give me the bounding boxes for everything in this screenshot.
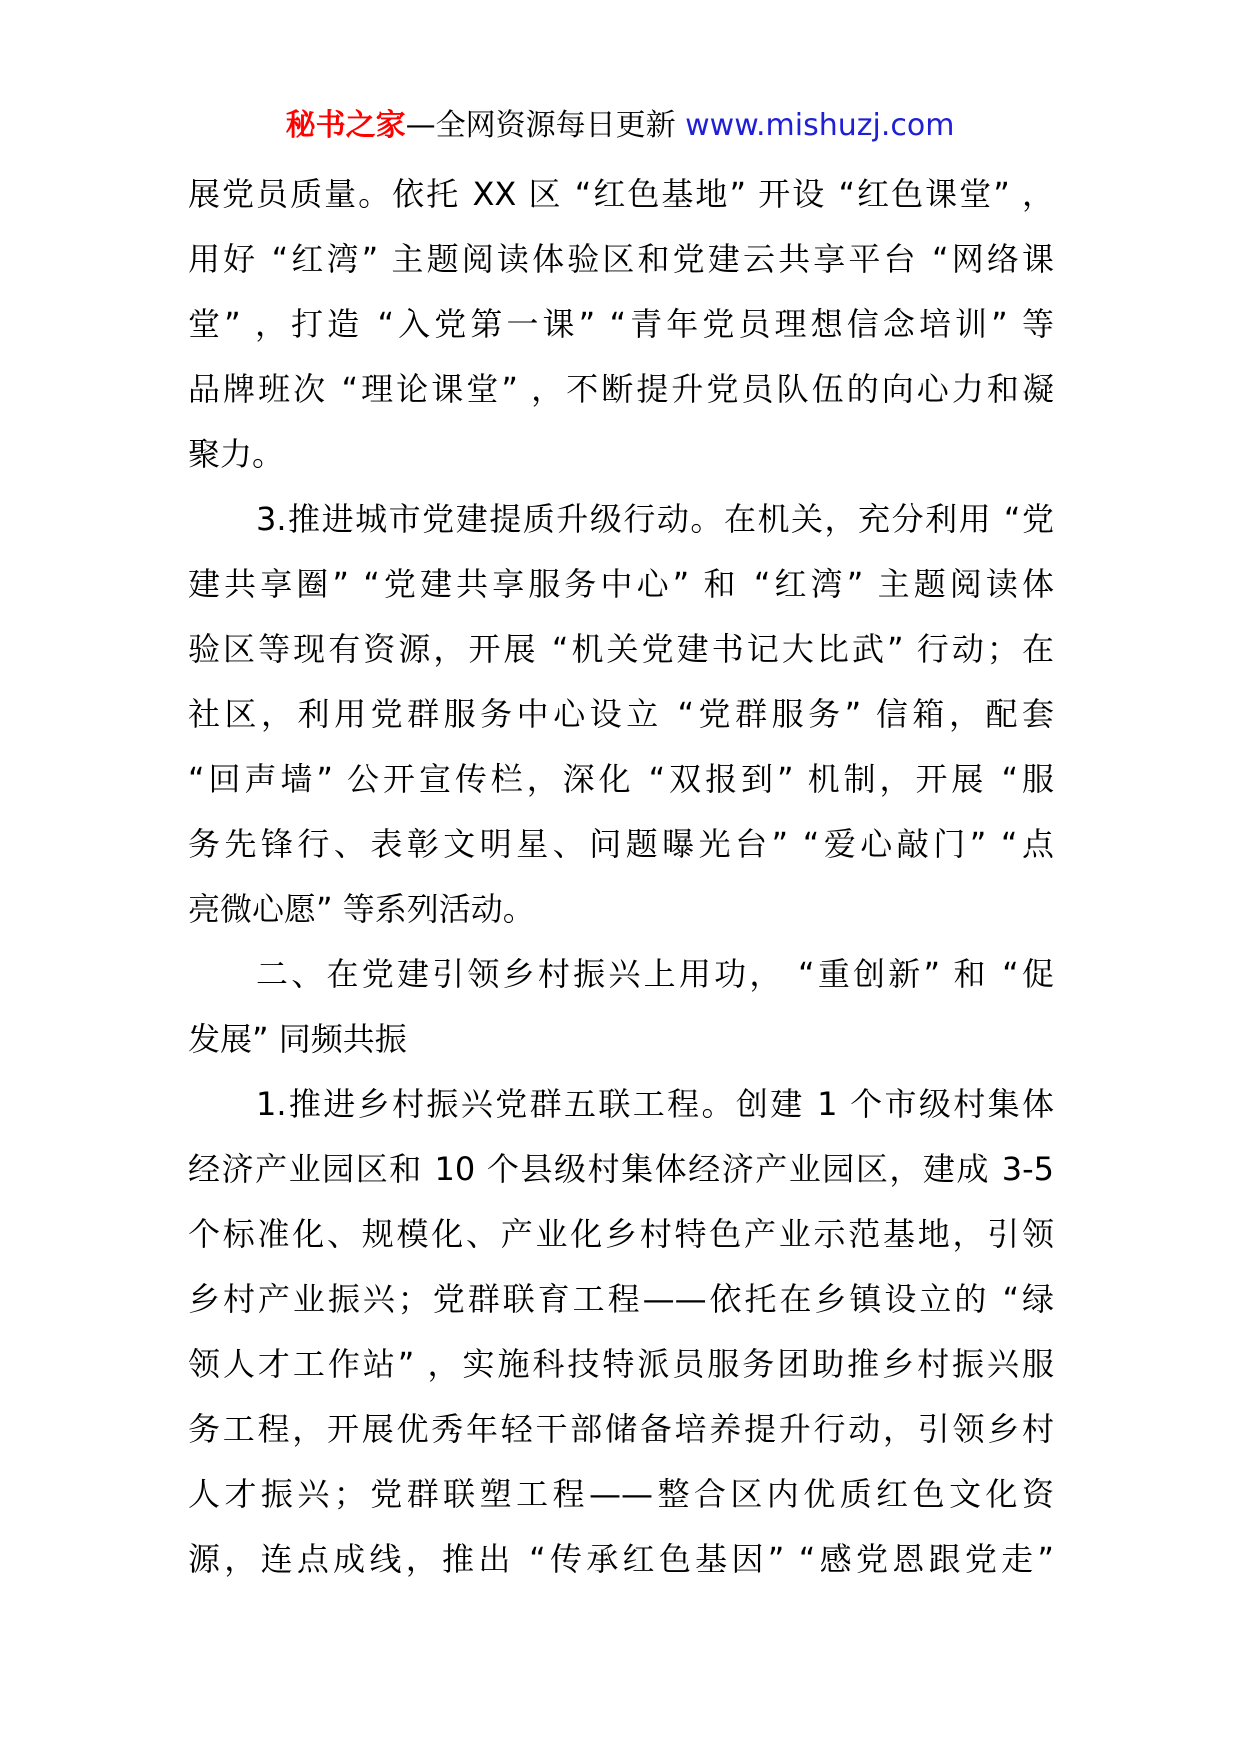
text-line: 建共享圈” “党建共享服务中心” 和 “红湾” 主题阅读体 [188,565,1054,603]
text-line: 聚力。 [188,435,285,473]
text-line: 乡村产业振兴；党群联育工程——依托在乡镇设立的 “绿 [188,1280,1054,1318]
text-line: 二、在党建引领乡村振兴上用功， “重创新” 和 “促 [256,955,1054,993]
text-line: 1.推进乡村振兴党群五联工程。创建 1 个市级村集体 [256,1085,1054,1123]
site-tagline: —全网资源每日更新 [405,108,676,143]
text-line: 验区等现有资源，开展 “机关党建书记大比武” 行动；在 [188,630,1054,668]
text-line: 源，连点成线，推出 “传承红色基因” “感党恩跟党走” [188,1540,1054,1578]
text-line: 个标准化、规模化、产业化乡村特色产业示范基地，引领 [188,1215,1054,1253]
text-line: 堂” ，打造 “入党第一课” “青年党员理想信念培训” 等 [188,305,1054,343]
document-body [188,162,1054,1592]
text-line: 务先锋行、表彰文明星、问题曝光台” “爱心敲门” “点 [188,825,1054,863]
text-line: 3.推进城市党建提质升级行动。在机关，充分利用 “党 [256,500,1054,538]
text-line: 品牌班次 “理论课堂” ，不断提升党员队伍的向心力和凝 [188,370,1054,408]
site-brand: 秘书之家 [285,108,406,143]
text-line: 展党员质量。依托 XX 区 “红色基地” 开设 “红色课堂” ， [188,175,1054,213]
text-line: 用好 “红湾” 主题阅读体验区和党建云共享平台 “网络课 [188,240,1054,278]
site-header [0,104,1240,148]
text-line: 社区，利用党群服务中心设立 “党群服务” 信箱，配套 [188,695,1054,733]
text-line: 经济产业园区和 10 个县级村集体经济产业园区，建成 3-5 [188,1150,1054,1188]
text-line: 务工程，开展优秀年轻干部储备培养提升行动，引领乡村 [188,1410,1054,1448]
site-url-link[interactable]: www.mishuzj.com [685,108,955,143]
text-line: 领人才工作站” ，实施科技特派员服务团助推乡村振兴服 [188,1345,1054,1383]
text-line: 人才振兴；党群联塑工程——整合区内优质红色文化资 [188,1475,1054,1513]
text-line: “回声墙” 公开宣传栏，深化 “双报到” 机制，开展 “服 [188,760,1054,798]
text-line: 发展” 同频共振 [188,1020,407,1058]
text-line: 亮微心愿” 等系列活动。 [188,890,535,928]
